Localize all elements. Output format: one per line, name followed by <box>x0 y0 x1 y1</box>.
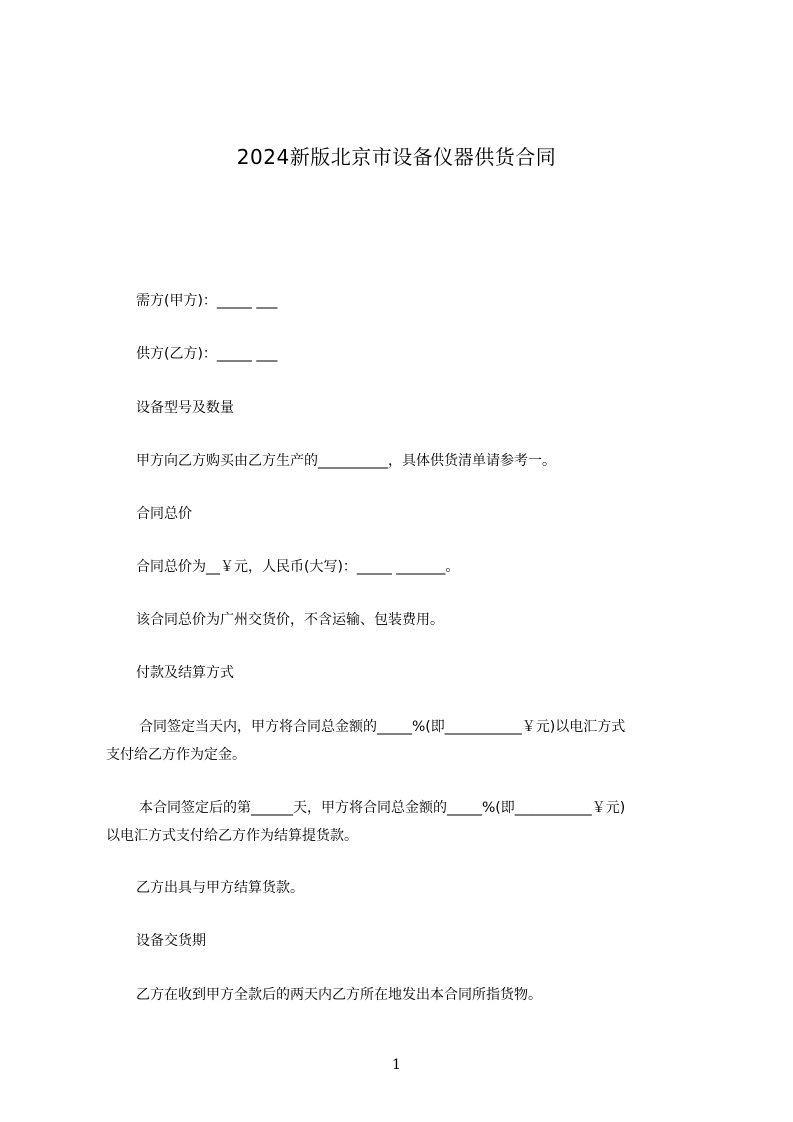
section-heading-equipment: 设备型号及数量 <box>136 400 234 416</box>
supplier-line: 供方(乙方)：_____ ___ <box>136 346 278 362</box>
deposit-clause-line-2: 支付给乙方作为定金。 <box>106 747 246 763</box>
section-heading-delivery: 设备交货期 <box>136 933 206 949</box>
total-price-clause: 合同总价为__￥元，人民币(大写)：_____ _______。 <box>136 559 460 575</box>
section-heading-payment: 付款及结算方式 <box>136 665 234 681</box>
page-number: 1 <box>392 1057 401 1073</box>
settlement-clause-line-2: 以电汇方式支付给乙方作为结算提货款。 <box>106 828 358 844</box>
invoice-clause: 乙方出具与甲方结算货款。 <box>136 880 304 896</box>
delivery-clause: 乙方在收到甲方全款后的两天内乙方所在地发出本合同所指货物。 <box>136 987 542 1003</box>
buyer-line: 需方(甲方)：_____ ___ <box>136 293 278 309</box>
delivery-price-note: 该合同总价为广州交货价，不含运输、包装费用。 <box>136 612 444 628</box>
deposit-clause-line-1: 合同签定当天内，甲方将合同总金额的_____%(即___________￥元)以电汇方式 <box>139 719 626 735</box>
purchase-clause: 甲方向乙方购买由乙方生产的__________，具体供货清单请参考一。 <box>136 453 556 469</box>
section-heading-total-price: 合同总价 <box>136 506 192 522</box>
page-title: 2024新版北京市设备仪器供货合同 <box>236 145 557 169</box>
settlement-clause-line-1: 本合同签定后的第______天，甲方将合同总金额的_____%(即___________￥元) <box>139 800 626 816</box>
